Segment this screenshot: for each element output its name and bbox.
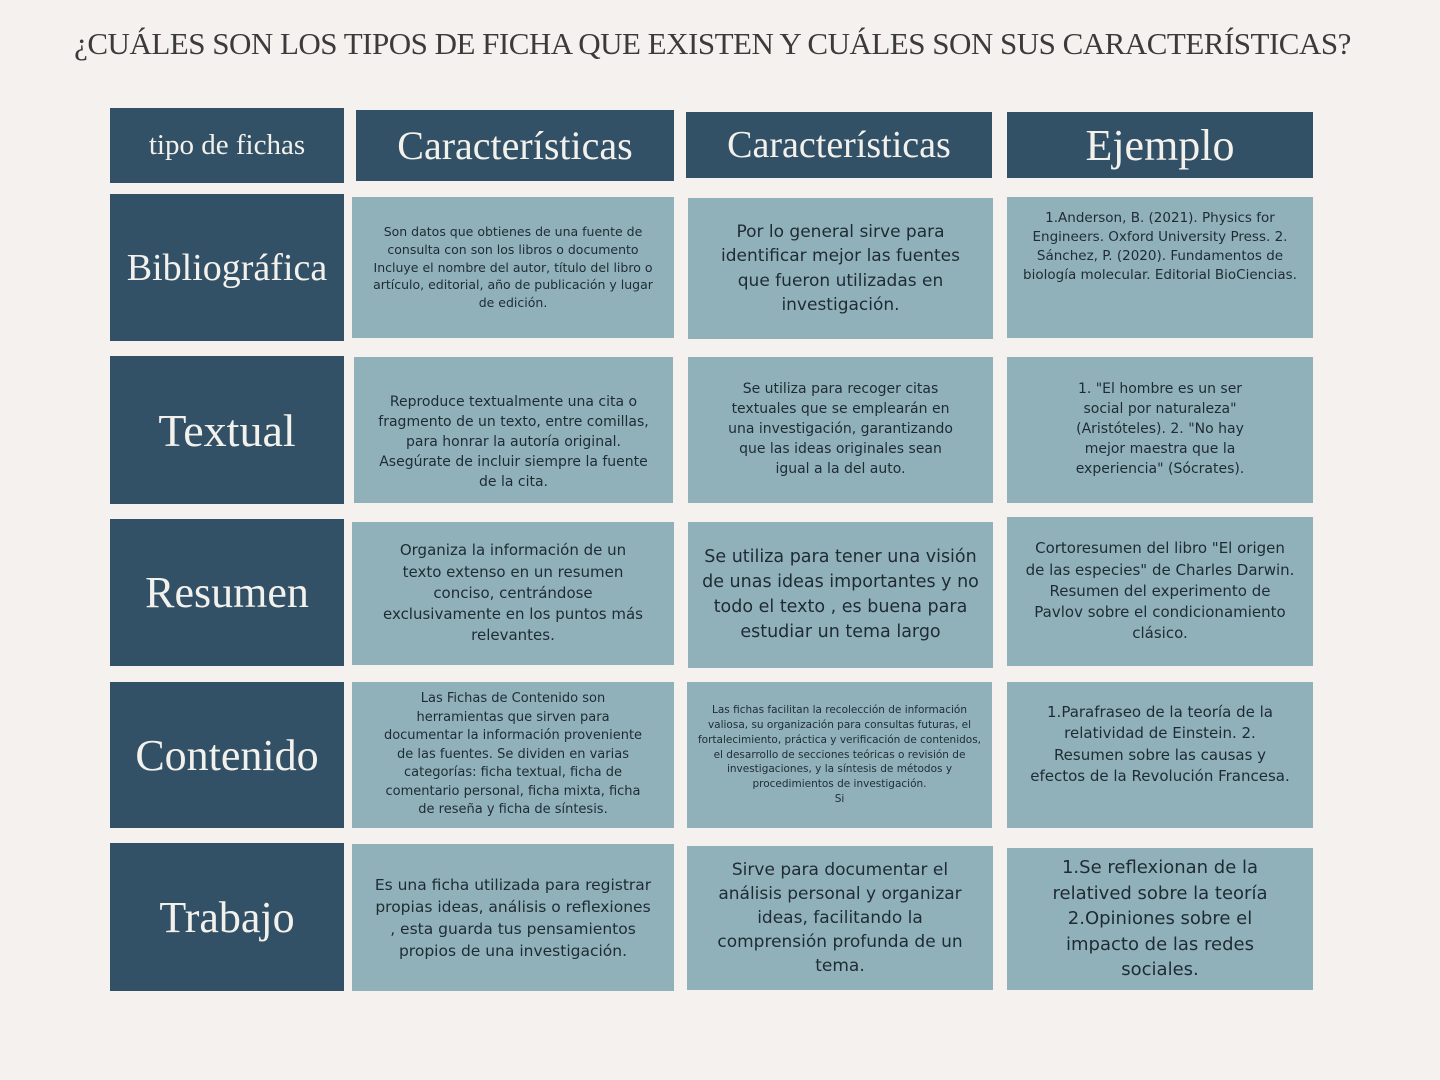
cell-trabajo-ejemplo — [1007, 848, 1313, 990]
cell-text: 1.Parafraseo de la teoría de la relatividad de Einstein. 2. Resumen sobre las causas y efectos de la Revolución Francesa. — [1030, 703, 1290, 785]
row-label: Contenido — [135, 730, 319, 780]
cell-resumen-caracteristicas-2 — [688, 522, 993, 668]
cell-textual-caracteristicas-2 — [688, 357, 993, 503]
cell-resumen-caracteristicas-1 — [352, 522, 674, 665]
cell-text: Por lo general sirve para identificar mejor las fuentes que fueron utilizadas en investigación. — [721, 222, 960, 315]
row-label-resumen — [110, 519, 344, 666]
cell-contenido-ejemplo — [1007, 682, 1313, 828]
header-caracteristicas-1 — [356, 110, 674, 181]
header-label: Características — [727, 124, 951, 166]
cell-contenido-caracteristicas-2 — [687, 682, 992, 828]
cell-trabajo-caracteristicas-1 — [352, 844, 674, 991]
cell-text: 1.Se reflexionan de la relatived sobre la teoría 2.Opiniones sobre el impacto de las redes sociales. — [1052, 857, 1268, 981]
row-label-trabajo — [110, 843, 344, 991]
header-caracteristicas-2 — [686, 112, 992, 178]
cell-text: Es una ficha utilizada para registrar propias ideas, análisis o reflexiones , esta guarda tus pensamientos propios de una investigación. — [374, 875, 652, 960]
cell-text: Las Fichas de Contenido son herramientas que sirven para documentar la información proveniente de las fuentes. Se dividen en varias categorías: ficha textual, ficha de comentario personal, ficha mixta, ficha de reseña y ficha de síntesis. — [383, 691, 643, 818]
cell-text: Cortoresumen del libro "El origen de las especies" de Charles Darwin. Resumen del experimento de Pavlov sobre el condicionamiento clásico. — [1025, 539, 1295, 643]
header-tipo-de-fichas — [110, 108, 344, 183]
cell-resumen-ejemplo — [1007, 517, 1313, 666]
cell-bibliografica-caracteristicas-2 — [688, 198, 993, 339]
cell-text: Las fichas facilitan la recolección de información valiosa, su organización para consultas futuras, el fortalecimiento, práctica y verificación de contenidos, el desarrollo de secciones teóricas o revisión de investigaciones, y la síntesis de métodos y procedimientos de investigación. — [697, 703, 982, 791]
row-label: Bibliográfica — [126, 246, 328, 289]
cell-bibliografica-caracteristicas-1 — [352, 197, 674, 338]
cell-textual-ejemplo — [1007, 357, 1313, 503]
cell-trabajo-caracteristicas-2 — [687, 846, 993, 990]
cell-text: 1.Anderson, B. (2021). Physics for Engineers. Oxford University Press. 2. Sánchez, P. (2020). Fundamentos de biología molecular. Editorial BioCiencias. — [1023, 210, 1297, 284]
header-label: tipo de fichas — [148, 129, 306, 161]
row-label: Resumen — [145, 568, 309, 617]
page-title: ¿CUÁLES SON LOS TIPOS DE FICHA QUE EXISTEN Y CUÁLES SON SUS CARACTERÍSTICAS? — [74, 26, 1351, 61]
header-ejemplo — [1007, 112, 1313, 178]
cell-text: 1. "El hombre es un ser social por naturaleza" (Aristóteles). 2. "No hay mejor maestra que la experiencia" (Sócrates). — [1075, 381, 1245, 477]
row-label-contenido — [110, 682, 344, 828]
cell-text: Son datos que obtienes de una fuente de consulta con son los libros o documento Incluye el nombre del autor, título del libro o artículo, editorial, año de publicación y lugar de edición. — [373, 224, 653, 311]
row-label: Trabajo — [159, 892, 295, 942]
cell-text: Organiza la información de un texto extenso en un resumen conciso, centrándose exclusivamente en los puntos más relevantes. — [382, 541, 643, 645]
cell-text-extra: Si — [834, 793, 845, 806]
row-label: Textual — [158, 404, 296, 456]
cell-textual-caracteristicas-1 — [354, 357, 673, 503]
cell-bibliografica-ejemplo — [1007, 197, 1313, 338]
cell-contenido-caracteristicas-1 — [352, 682, 674, 828]
header-label: Características — [397, 123, 633, 168]
header-label: Ejemplo — [1085, 120, 1235, 170]
cell-text: Reproduce textualmente una cita o fragmento de un texto, entre comillas, para honrar la autoría original. Asegúrate de incluir siempre la fuente de la cita. — [378, 394, 649, 490]
row-label-textual — [110, 356, 344, 504]
cell-text: Se utiliza para recoger citas textuales que se emplearán en una investigación, garantizando que las ideas originales sean igual a la del auto. — [728, 381, 953, 477]
cell-text: Se utiliza para tener una visión de unas ideas importantes y no todo el texto , es buena para estudiar un tema largo — [702, 547, 979, 642]
row-label-bibliografica — [110, 194, 344, 341]
cell-text: Sirve para documentar el análisis personal y organizar ideas, facilitando la comprensión profunda de un tema. — [717, 859, 963, 977]
